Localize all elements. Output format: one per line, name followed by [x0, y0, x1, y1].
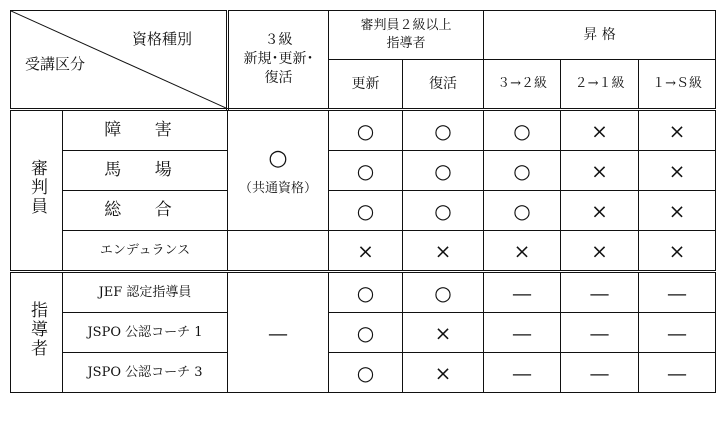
judges-group-label: 審判員 — [26, 159, 47, 217]
row-label: JSPO 公認コーチ 1 — [63, 313, 228, 353]
instructors-group-cell — [11, 272, 63, 393]
row-label: JEF 認定指導員 — [63, 272, 228, 313]
cell-revive: × — [403, 313, 484, 353]
cell-p1s: — — [639, 313, 716, 353]
course-category-label: 受講区分 — [25, 54, 86, 73]
cell-p32: ○ — [484, 191, 561, 231]
cell-p32: — — [484, 353, 561, 393]
cell-renew: ○ — [329, 191, 403, 231]
revive-header: 復活 — [403, 60, 484, 110]
cell-revive: × — [403, 231, 484, 272]
promo-1toS-header: １→Ｓ級 — [639, 60, 716, 110]
endurance-grade3-cell — [228, 231, 329, 272]
cell-p1s: — — [639, 353, 716, 393]
cell-p32: — — [484, 313, 561, 353]
row-label: 総 合 — [63, 191, 228, 231]
cell-revive: × — [403, 353, 484, 393]
row-label: エンデュランス — [63, 231, 228, 272]
promotion-header: 昇 格 — [484, 11, 716, 60]
cell-renew: ○ — [329, 313, 403, 353]
cell-p21: — — [561, 313, 639, 353]
cell-p21: × — [561, 231, 639, 272]
instructors-grade3-cell: — — [228, 272, 329, 393]
cell-p32: — — [484, 272, 561, 313]
cell-p1s: × — [639, 191, 716, 231]
cell-renew: ○ — [329, 272, 403, 313]
cell-p21: — — [561, 353, 639, 393]
judges-group-cell — [11, 110, 63, 272]
cell-p21: × — [561, 110, 639, 151]
qualification-table — [10, 10, 716, 393]
cell-p21: × — [561, 151, 639, 191]
qualification-type-label: 資格種別 — [131, 30, 192, 48]
cell-p1s: — — [639, 272, 716, 313]
cell-renew: ○ — [329, 353, 403, 393]
common-mark: ○ — [268, 145, 288, 171]
cell-p32: ○ — [484, 151, 561, 191]
cell-p32: × — [484, 231, 561, 272]
cell-p21: — — [561, 272, 639, 313]
judge2-header: 審判員２級以上 指導者 — [329, 11, 484, 60]
judges-common-cell — [228, 110, 329, 231]
promo-2to1-header: ２→１級 — [561, 60, 639, 110]
cell-p1s: × — [639, 110, 716, 151]
cell-revive: ○ — [403, 110, 484, 151]
cell-p1s: × — [639, 231, 716, 272]
cell-revive: ○ — [403, 151, 484, 191]
cell-revive: ○ — [403, 272, 484, 313]
cell-renew: ○ — [329, 110, 403, 151]
row-label: JSPO 公認コーチ 3 — [63, 353, 228, 393]
promo-3to2-header: ３→２級 — [484, 60, 561, 110]
renew-header: 更新 — [329, 60, 403, 110]
cell-renew: ○ — [329, 151, 403, 191]
cell-p1s: × — [639, 151, 716, 191]
cell-p32: ○ — [484, 110, 561, 151]
cell-revive: ○ — [403, 191, 484, 231]
row-label: 障 害 — [63, 110, 228, 151]
instructors-group-label: 指導者 — [26, 301, 47, 359]
cell-p21: × — [561, 191, 639, 231]
common-label: （共通資格） — [238, 180, 317, 196]
cell-renew: × — [329, 231, 403, 272]
grade3-header: ３級 新規･更新･ 復活 — [228, 11, 329, 110]
row-label: 馬 場 — [63, 151, 228, 191]
corner-header — [11, 11, 228, 110]
